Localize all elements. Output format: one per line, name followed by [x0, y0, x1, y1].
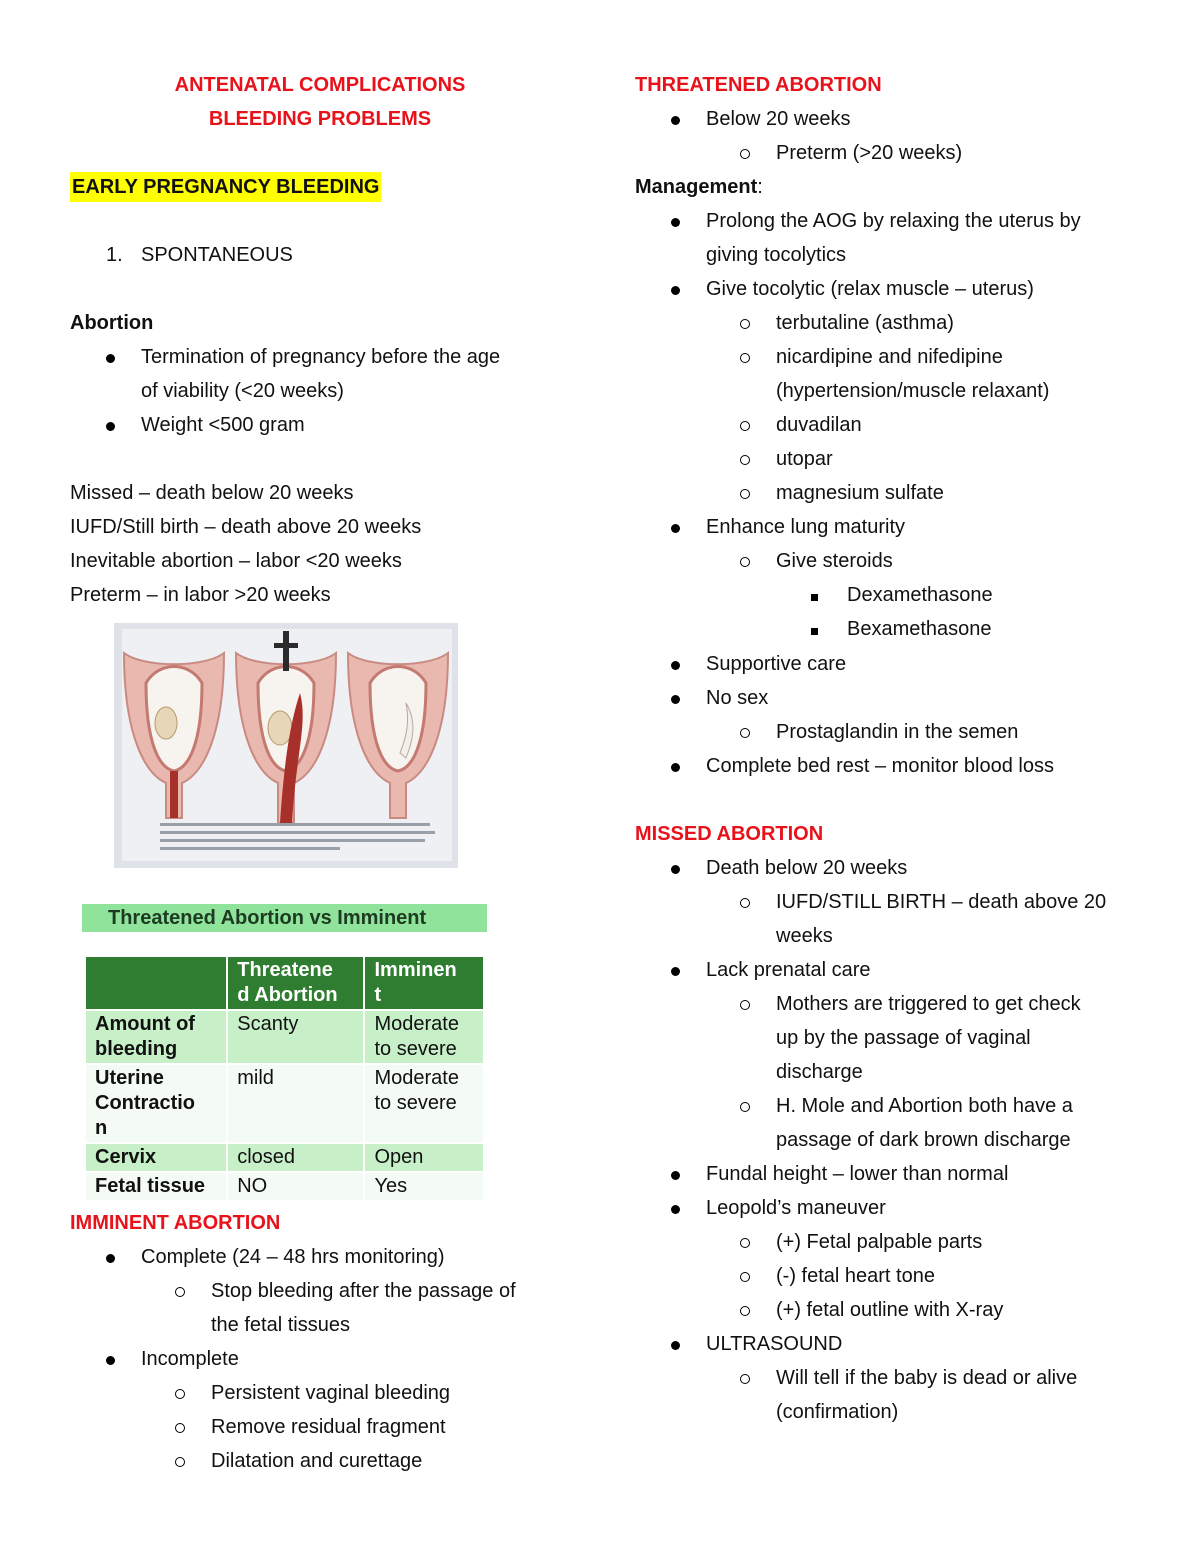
list-item: Mothers are triggered to get check — [635, 987, 1155, 1021]
circle-bullet-icon — [175, 1389, 185, 1399]
list-item: Remove residual fragment — [70, 1410, 570, 1444]
bullet-icon — [671, 1171, 680, 1180]
list-item-continued: the fetal tissues — [211, 1314, 350, 1336]
definition-line: Inevitable abortion – labor <20 weeks — [70, 550, 402, 572]
list-item: Leopold’s maneuver — [635, 1191, 1155, 1225]
imminent-heading: IMMINENT ABORTION — [70, 1212, 281, 1234]
list-item: Enhance lung maturity — [635, 510, 1155, 544]
right-column — [635, 68, 1155, 1429]
list-item: Complete bed rest – monitor blood loss — [635, 749, 1155, 783]
bullet-icon — [671, 116, 680, 125]
item-number: 1. — [106, 244, 123, 266]
circle-bullet-icon — [740, 1306, 750, 1316]
list-item-continued: passage of dark brown discharge — [776, 1129, 1071, 1151]
missed-heading: MISSED ABORTION — [635, 823, 824, 845]
list-item: Lack prenatal care — [635, 953, 1155, 987]
list-item: Preterm (>20 weeks) — [635, 136, 1155, 170]
list-item-continued: up by the passage of vaginal — [776, 1027, 1031, 1049]
bullet-icon — [671, 967, 680, 976]
square-bullet-icon — [811, 628, 818, 635]
circle-bullet-icon — [740, 489, 750, 499]
list-item: duvadilan — [635, 408, 1155, 442]
bullet-icon — [671, 286, 680, 295]
imminent-section — [70, 1206, 570, 1478]
list-item: (+) Fetal palpable parts — [635, 1225, 1155, 1259]
list-item: Bexamethasone — [635, 612, 1155, 646]
bullet-icon — [671, 218, 680, 227]
bullet-icon — [106, 1356, 115, 1365]
bullet-icon — [106, 1254, 115, 1263]
list-item: Dilatation and curettage — [70, 1444, 570, 1478]
list-item: Dexamethasone — [635, 578, 1155, 612]
list-item: Persistent vaginal bleeding — [70, 1376, 570, 1410]
circle-bullet-icon — [740, 1238, 750, 1248]
table-row: Amount of bleeding Scanty Moderate to severe — [85, 1010, 484, 1064]
list-item: Termination of pregnancy before the age — [70, 340, 570, 374]
circle-bullet-icon — [740, 898, 750, 908]
circle-bullet-icon — [740, 149, 750, 159]
comparison-table — [84, 955, 485, 1202]
circle-bullet-icon — [740, 353, 750, 363]
list-item: Supportive care — [635, 647, 1155, 681]
bullet-icon — [671, 763, 680, 772]
list-item-continued: (hypertension/muscle relaxant) — [776, 380, 1050, 402]
bullet-icon — [671, 524, 680, 533]
numbered-item — [70, 238, 570, 272]
square-bullet-icon — [811, 594, 818, 601]
list-item: terbutaline (asthma) — [635, 306, 1155, 340]
table-row: Uterine Contractio n mild Moderate to severe — [85, 1064, 484, 1143]
uterus-illustration-icon — [114, 623, 458, 868]
bullet-icon — [671, 661, 680, 670]
threatened-heading: THREATENED ABORTION — [635, 74, 882, 96]
list-item-continued: of viability (<20 weeks) — [141, 380, 344, 402]
circle-bullet-icon — [740, 728, 750, 738]
list-item: Will tell if the baby is dead or alive — [635, 1361, 1155, 1395]
list-item: Prostaglandin in the semen — [635, 715, 1155, 749]
list-item: ULTRASOUND — [635, 1327, 1155, 1361]
bullet-icon — [671, 695, 680, 704]
abortion-types-photo — [114, 623, 458, 868]
table-header-imminent: Imminen t — [364, 956, 484, 1010]
circle-bullet-icon — [175, 1423, 185, 1433]
page-title-line1: ANTENATAL COMPLICATIONS — [174, 74, 466, 96]
bullet-icon — [671, 1341, 680, 1350]
circle-bullet-icon — [175, 1287, 185, 1297]
circle-bullet-icon — [740, 421, 750, 431]
definition-line: Preterm – in labor >20 weeks — [70, 584, 331, 606]
table-row: Cervix closed Open — [85, 1143, 484, 1172]
list-item: Complete (24 – 48 hrs monitoring) — [70, 1240, 570, 1274]
list-item: No sex — [635, 681, 1155, 715]
list-item: Give tocolytic (relax muscle – uterus) — [635, 272, 1155, 306]
page-title-line2: BLEEDING PROBLEMS — [208, 108, 432, 130]
management-label: Management: — [635, 176, 763, 198]
bullet-icon — [106, 354, 115, 363]
list-item: Death below 20 weeks — [635, 851, 1155, 885]
list-item: Stop bleeding after the passage of — [70, 1274, 570, 1308]
circle-bullet-icon — [740, 1374, 750, 1384]
list-item: Fundal height – lower than normal — [635, 1157, 1155, 1191]
circle-bullet-icon — [740, 1000, 750, 1010]
circle-bullet-icon — [740, 455, 750, 465]
list-item: Prolong the AOG by relaxing the uterus by — [635, 204, 1155, 238]
list-item: nicardipine and nifedipine — [635, 340, 1155, 374]
list-item: utopar — [635, 442, 1155, 476]
table-title: Threatened Abortion vs Imminent — [82, 904, 487, 932]
list-item: H. Mole and Abortion both have a — [635, 1089, 1155, 1123]
circle-bullet-icon — [740, 319, 750, 329]
circle-bullet-icon — [740, 557, 750, 567]
section-heading-early-bleeding: EARLY PREGNANCY BLEEDING — [70, 172, 381, 202]
list-item: IUFD/STILL BIRTH – death above 20 — [635, 885, 1155, 919]
definition-line: IUFD/Still birth – death above 20 weeks — [70, 516, 422, 538]
list-item: Below 20 weeks — [635, 102, 1155, 136]
definition-line: Missed – death below 20 weeks — [70, 482, 354, 504]
circle-bullet-icon — [740, 1272, 750, 1282]
bullet-icon — [671, 865, 680, 874]
list-item: Incomplete — [70, 1342, 570, 1376]
list-item: Give steroids — [635, 544, 1155, 578]
list-item-continued: (confirmation) — [776, 1401, 899, 1423]
table-row: Fetal tissue NO Yes — [85, 1172, 484, 1201]
circle-bullet-icon — [175, 1457, 185, 1467]
table-header-empty — [85, 956, 227, 1010]
list-item: Weight <500 gram — [70, 408, 570, 442]
item-text: SPONTANEOUS — [141, 244, 293, 266]
list-item-continued: discharge — [776, 1061, 863, 1083]
left-column — [70, 68, 570, 612]
list-item: (+) fetal outline with X-ray — [635, 1293, 1155, 1327]
abortion-heading: Abortion — [70, 312, 154, 334]
list-item-continued: weeks — [776, 925, 833, 947]
list-item: (-) fetal heart tone — [635, 1259, 1155, 1293]
circle-bullet-icon — [740, 1102, 750, 1112]
bullet-icon — [671, 1205, 680, 1214]
list-item-continued: giving tocolytics — [706, 244, 847, 266]
bullet-icon — [106, 422, 115, 431]
list-item: magnesium sulfate — [635, 476, 1155, 510]
table-header-threatened: Threatene d Abortion — [227, 956, 364, 1010]
